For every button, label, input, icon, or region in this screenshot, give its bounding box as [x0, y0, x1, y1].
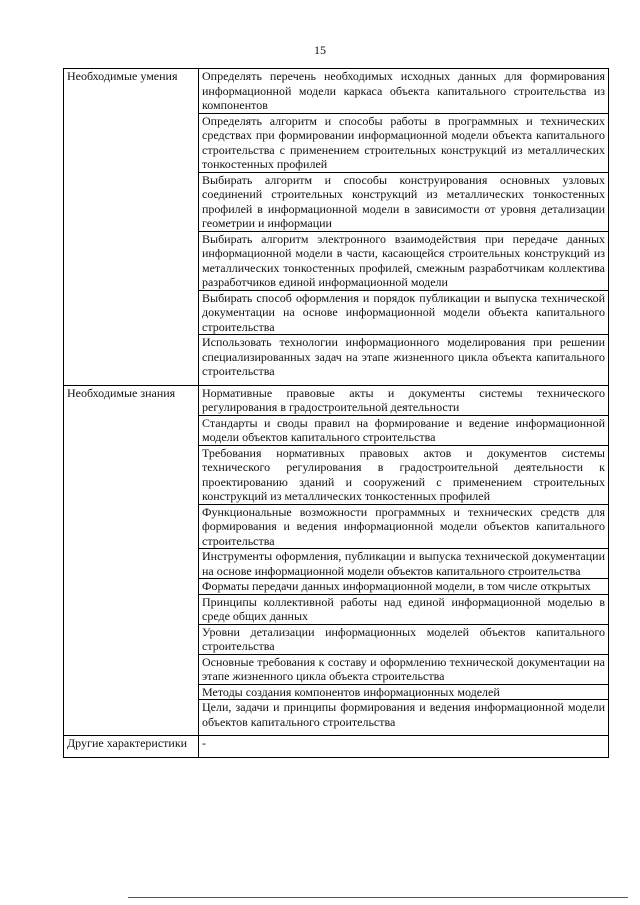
page-number: 15	[314, 43, 326, 57]
section-item: Выбирать алгоритм электронного взаимодействия при передаче данных информационной модели в части, касающейся строительных конструкций из металлических тонкостенных профилей, смежным разработчикам коллектива разработчиков единой информационной модели	[199, 231, 609, 290]
section-item: Требования нормативных правовых актов и документов системы технического регулирования в градостроительной деятельности к проектированию зданий и сооружений с применением строительных конструкций из металлических тонкостенных профилей	[199, 445, 609, 504]
section-item: Определять перечень необходимых исходных данных для формирования информационной модели каркаса объекта капитального строительства из компонентов	[199, 69, 609, 114]
table-row	[64, 69, 609, 114]
section-label: Другие характеристики	[64, 736, 199, 758]
section-item: Форматы передачи данных информационной модели, в том числе открытых	[199, 579, 609, 595]
section-item: Стандарты и своды правил на формирование и ведение информационной модели объектов капитального строительства	[199, 415, 609, 445]
section-item: Выбирать способ оформления и порядок публикации и выпуска технической документации на основе информационной модели объекта капитального строительства	[199, 290, 609, 335]
section-item: Уровни детализации информационных моделей объектов капитального строительства	[199, 624, 609, 654]
section-item: Методы создания компонентов информационных моделей	[199, 684, 609, 700]
section-item: Цели, задачи и принципы формирования и ведения информационной модели объектов капитального строительства	[199, 700, 609, 736]
section-label: Необходимые умения	[64, 69, 199, 386]
table-row	[64, 736, 609, 758]
section-item: Определять алгоритм и способы работы в программных и технических средствах при формировании информационной модели объекта капитального строительства с применением строительных конструкций из металлических тонкостенных профилей	[199, 113, 609, 172]
section-item: Принципы коллективной работы над единой информационной моделью в среде общих данных	[199, 594, 609, 624]
requirements-table	[63, 68, 609, 758]
table-body	[64, 69, 609, 758]
section-item: Выбирать алгоритм и способы конструирования основных узловых соединений строительных конструкций из металлических тонкостенных профилей в информационной модели в зависимости от уровня детализации геометрии и информации	[199, 172, 609, 231]
section-item: Основные требования к составу и оформлению технической документации на этапе жизненного цикла объекта строительства	[199, 654, 609, 684]
table-row	[64, 385, 609, 415]
page-bottom-edge	[128, 897, 628, 898]
section-item: Функциональные возможности программных и технических средств для формирования и ведения информационной модели объектов капитального строительства	[199, 504, 609, 549]
section-item: Использовать технологии информационного моделирования при решении специализированных задач на этапе жизненного цикла объекта капитального строительства	[199, 335, 609, 386]
section-label: Необходимые знания	[64, 385, 199, 736]
section-item: -	[199, 736, 609, 758]
section-item: Инструменты оформления, публикации и выпуска технической документации на основе информационной модели объектов капитального строительства	[199, 549, 609, 579]
section-item: Нормативные правовые акты и документы системы технического регулирования в градостроительной деятельности	[199, 385, 609, 415]
